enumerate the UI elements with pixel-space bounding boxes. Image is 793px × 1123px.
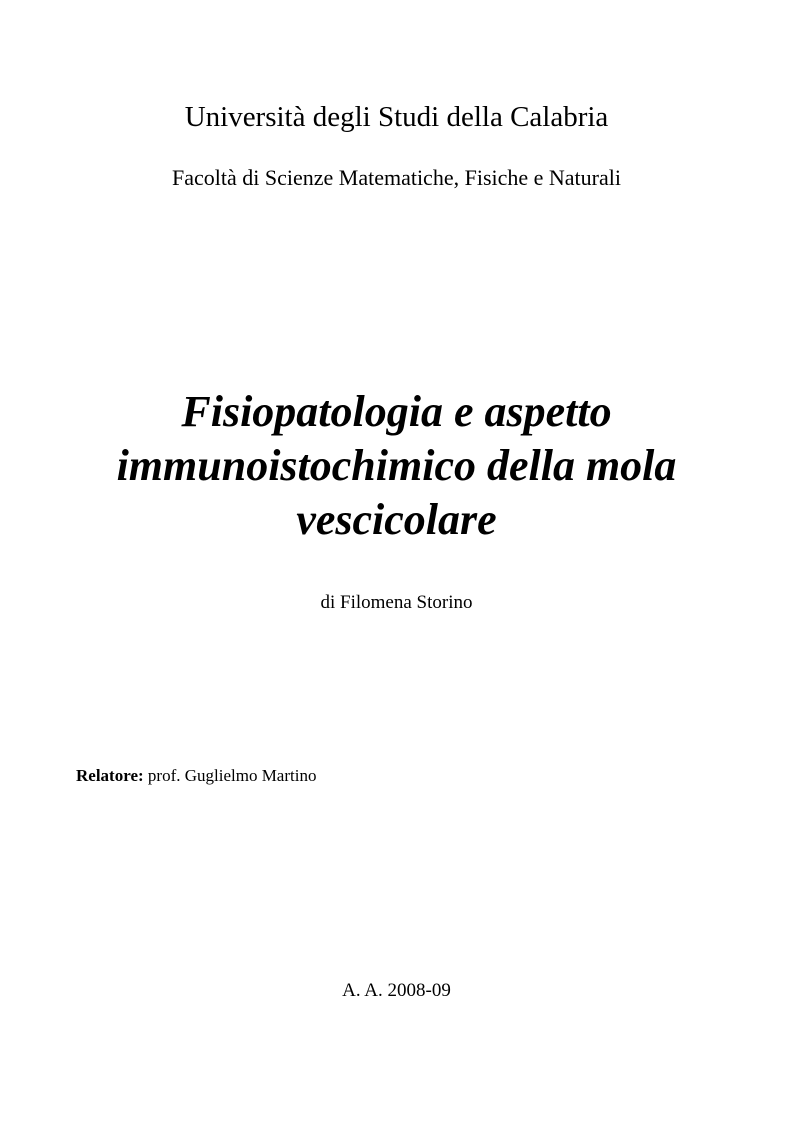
thesis-title-line-2: immunoistochimico della mola [116, 441, 677, 490]
supervisor [76, 765, 316, 787]
author: di Filomena Storino [320, 592, 473, 613]
supervisor-label: Relatore: [76, 766, 144, 785]
university-name: Università degli Studi della Calabria [184, 101, 609, 133]
faculty-name: Facoltà di Scienze Matematiche, Fisiche e Naturali [171, 165, 621, 190]
thesis-title-line-3: vescicolare [296, 495, 497, 544]
academic-year: A. A. 2008-09 [342, 980, 451, 1001]
thesis-title-line-1: Fisiopatologia e aspetto [181, 387, 612, 436]
supervisor-name: prof. Guglielmo Martino [147, 766, 317, 785]
thesis-title [40, 385, 753, 547]
